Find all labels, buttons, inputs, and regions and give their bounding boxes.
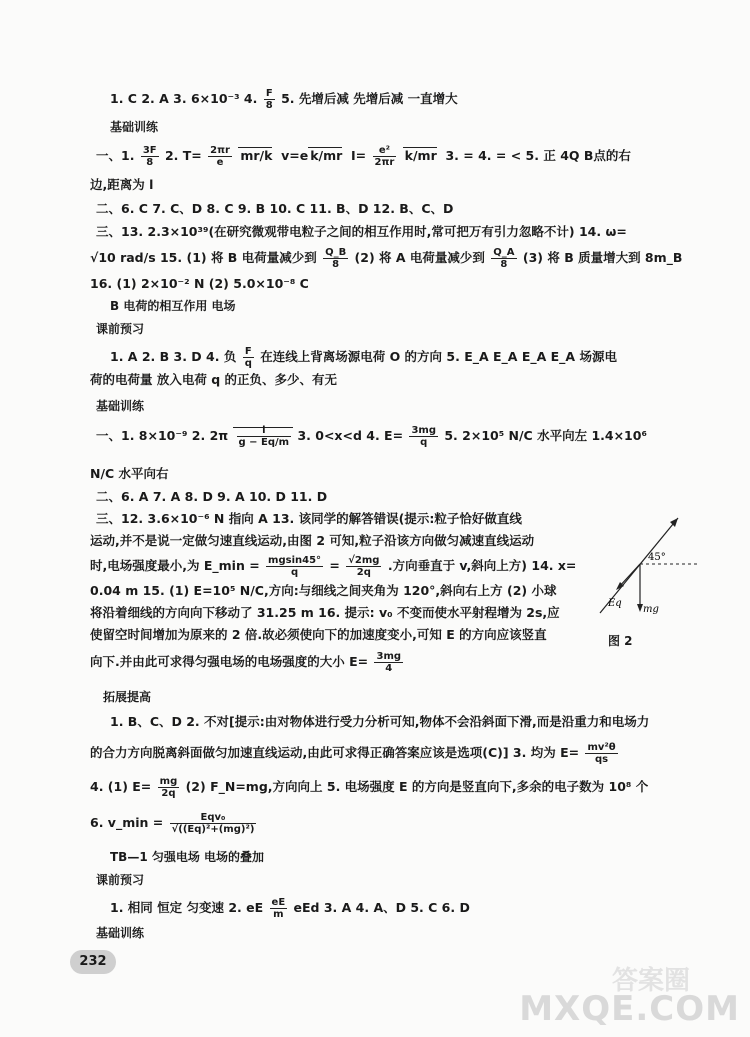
numerator: 3mg [376, 651, 402, 662]
numerator: l [237, 425, 292, 437]
answer-text: v=e [281, 148, 309, 163]
section-heading: B 电荷的相互作用 电场 [110, 299, 236, 313]
answer-text: I= [351, 148, 367, 163]
fraction [323, 247, 348, 270]
denominator: √((Eq)²+(mg)²) [171, 824, 255, 835]
answer-text: 3. = 4. = < 5. 正 4Q B点的右 [445, 148, 631, 163]
answer-line [110, 346, 617, 369]
answer-line [90, 812, 258, 835]
answer-line [90, 742, 620, 765]
sqrt-expr: k/mr [310, 148, 343, 163]
answer-line: N/C 水平向右 [90, 466, 169, 481]
numerator: F [264, 88, 275, 100]
mg-label: mg [643, 604, 659, 615]
fraction [585, 742, 617, 765]
answer-line: 三、13. 2.3×10³⁹(在研究微观带电粒子之间的相互作用时,常可把万有引力忽略不计) 14. ω= [96, 224, 627, 239]
fraction [374, 651, 403, 674]
denominator: g − Eq/m [238, 437, 290, 448]
answer-line: 边,距离为 l [90, 177, 154, 192]
answer-line [110, 88, 458, 111]
answer-text: .方向垂直于 v,斜向上方) 14. x= [387, 558, 577, 573]
numerator: F [243, 346, 254, 358]
denominator: q [420, 437, 428, 448]
fraction [270, 897, 288, 920]
denominator: 2q [356, 567, 371, 578]
watermark: MXQE.COM [519, 989, 740, 1029]
denominator: 4 [385, 663, 393, 674]
answer-text: (2) F_N=mg,方向向上 5. 电场强度 E 的方向是竖直向下,多余的电子数为 10⁸ 个 [185, 779, 649, 794]
answer-line: 运动,并不是说一定做匀速直线运动,由图 2 可知,粒子沿该方向做匀减速直线运动 [90, 533, 535, 548]
numerator: mg [159, 776, 178, 787]
watermark-logo: 答案圈 [611, 966, 690, 996]
answer-text: 时,电场强度最小,为 E_min = [90, 558, 260, 573]
answer-line: 二、6. A 7. A 8. D 9. A 10. D 11. D [96, 489, 328, 504]
answer-line: 0.04 m 15. (1) E=10⁵ N/C,方向:与细线之间夹角为 120°,斜向右上方 (2) 小球 [90, 583, 557, 598]
denominator: q [290, 567, 299, 578]
numerator: Q_A [493, 247, 515, 258]
answer-text: eEd 3. A 4. A、D 5. C 6. D [293, 900, 470, 915]
answer-line: 荷的电荷量 放入电荷 q 的正负、多少、有无 [90, 372, 338, 387]
numerator: 2πr [210, 145, 230, 156]
fraction [243, 346, 254, 369]
answer-text: 1. C 2. A 3. 6×10⁻³ 4. [110, 91, 258, 106]
fraction [373, 145, 397, 168]
answer-text: 在连线上背离场源电荷 O 的方向 5. E_A E_A E_A E_A 场源电 [260, 349, 617, 364]
fraction [141, 145, 159, 168]
answer-line: 将沿着细线的方向向下移动了 31.25 m 16. 提示: v₀ 不变而使水平射程增为 2s,应 [90, 605, 560, 620]
numerator: 3F [142, 145, 157, 156]
section-heading: TB—1 匀强电场 电场的叠加 [110, 850, 265, 864]
answer-text: 5. 2×10⁵ N/C 水平向左 1.4×10⁶ [444, 428, 647, 443]
section-heading: 基础训练 [96, 926, 145, 940]
eq-label: Eq [608, 598, 622, 609]
numerator: 3mg [411, 425, 436, 436]
denominator: 2πr [374, 157, 395, 168]
fraction [264, 88, 275, 111]
answer-line [90, 651, 405, 674]
denominator: 8 [500, 259, 508, 270]
answer-text: 一、1. 8×10⁻⁹ 2. 2π [96, 428, 229, 443]
denominator: 8 [146, 157, 154, 168]
angle-label: 45° [648, 552, 666, 563]
denominator: e [216, 157, 224, 168]
denominator: qs [594, 754, 609, 765]
section-heading: 基础训练 [96, 399, 145, 413]
section-heading: 拓展提高 [103, 690, 152, 704]
section-heading: 基础训练 [110, 120, 159, 134]
numerator: Q_B [325, 247, 347, 258]
section-heading: 课前预习 [96, 873, 145, 887]
answer-text: 6. v_min = [90, 815, 164, 830]
numerator: e² [373, 145, 397, 157]
answer-text: (2) 将 A 电荷量减少到 [354, 250, 485, 265]
answer-line [90, 555, 576, 578]
fraction [237, 425, 292, 448]
numerator: eE [271, 897, 286, 908]
answer-line: 三、12. 3.6×10⁻⁶ N 指向 A 13. 该同学的解答错误(提示:粒子恰好做直线 [96, 511, 522, 526]
answer-text: 一、1. [96, 148, 135, 163]
numerator: mv²θ [587, 742, 616, 753]
fraction [409, 425, 438, 448]
answer-line [96, 425, 647, 448]
answer-text: 2. T= [164, 148, 202, 163]
answer-line: 二、6. C 7. C、D 8. C 9. B 10. C 11. B、D 12. B、C、D [96, 201, 454, 216]
numerator: √2mg [348, 555, 380, 566]
answer-text: 的合力方向脱离斜面做匀加速直线运动,由此可求得正确答案应该是选项(C)] 3. 均为 E= [90, 745, 580, 760]
denominator: 8 [332, 259, 340, 270]
sqrt-expr: k/mr [404, 148, 437, 163]
numerator: mgsin45° [268, 555, 322, 566]
figure-caption: 图 2 [608, 634, 633, 648]
fraction [266, 555, 323, 578]
answer-line: 1. B、C、D 2. 不对[提示:由对物体进行受力分析可知,物体不会沿斜面下滑,而是沿重力和电场力 [110, 714, 650, 729]
answer-line [90, 247, 682, 270]
sqrt-expr [233, 425, 294, 448]
figure-2-diagram [590, 508, 710, 648]
page-number: 232 [70, 950, 116, 974]
denominator: 8 [265, 100, 273, 111]
answer-text: 3. 0<x<d 4. E= [297, 428, 404, 443]
answer-text: 5. 先增后减 先增后减 一直增大 [281, 91, 458, 106]
answer-line [110, 897, 470, 920]
answer-line [90, 776, 648, 799]
sqrt-expr: mr/k [240, 148, 273, 163]
answer-line: 使留空时间增加为原来的 2 倍.故必须使向下的加速度变小,可知 E 的方向应该竖直 [90, 627, 547, 642]
fraction [346, 555, 381, 578]
answer-text: 1. 相同 恒定 匀变速 2. eE [110, 900, 264, 915]
answer-text: (3) 将 B 质量增大到 8m_B [522, 250, 683, 265]
answer-line: 16. (1) 2×10⁻² N (2) 5.0×10⁻⁸ C [90, 276, 309, 291]
numerator: Eqv₀ [170, 812, 257, 824]
denominator: m [273, 909, 284, 920]
answer-line [96, 145, 631, 168]
fraction [208, 145, 232, 168]
answer-text: 向下.并由此可求得匀强电场的电场强度的大小 E= [90, 654, 369, 669]
fraction [491, 247, 516, 270]
fraction [170, 812, 257, 835]
answer-text: = [329, 558, 340, 573]
fraction [158, 776, 180, 799]
answer-text: 4. (1) E= [90, 779, 152, 794]
denominator: q [244, 358, 252, 369]
answer-text: √10 rad/s 15. (1) 将 B 电荷量减少到 [90, 250, 317, 265]
denominator: 2q [161, 788, 176, 799]
section-heading: 课前预习 [96, 322, 145, 336]
answer-text: 1. A 2. B 3. D 4. 负 [110, 349, 237, 364]
